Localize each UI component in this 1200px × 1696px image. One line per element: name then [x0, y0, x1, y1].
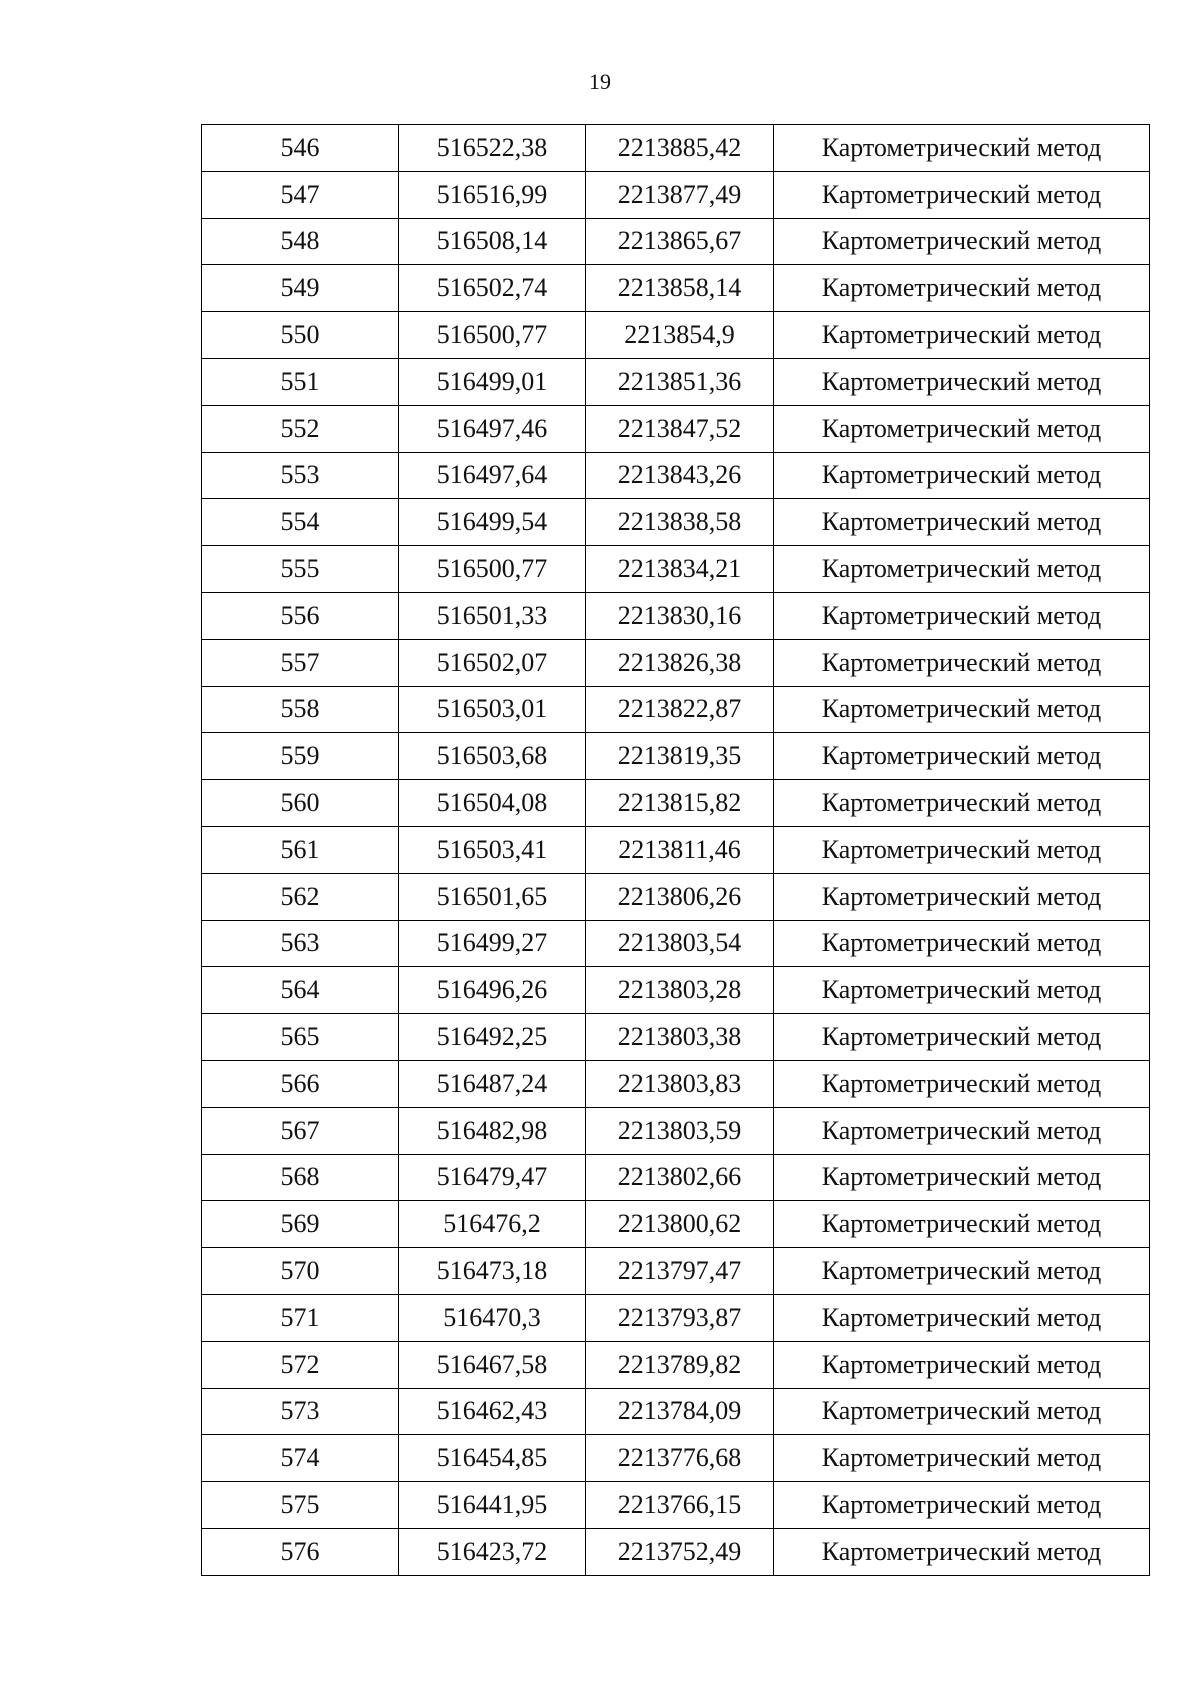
method-cell: Картометрический метод — [774, 1107, 1150, 1154]
y-coordinate-cell: 2213885,42 — [586, 125, 774, 172]
y-coordinate-cell: 2213789,82 — [586, 1341, 774, 1388]
x-coordinate-cell: 516473,18 — [399, 1248, 586, 1295]
table-row — [202, 312, 1150, 359]
point-number-cell: 553 — [202, 452, 399, 499]
method-cell: Картометрический метод — [774, 218, 1150, 265]
method-cell: Картометрический метод — [774, 873, 1150, 920]
y-coordinate-cell: 2213822,87 — [586, 686, 774, 733]
point-number-cell: 569 — [202, 1201, 399, 1248]
x-coordinate-cell: 516492,25 — [399, 1014, 586, 1061]
method-cell: Картометрический метод — [774, 1528, 1150, 1575]
table-row — [202, 733, 1150, 780]
page-number: 19 — [589, 69, 611, 94]
method-cell: Картометрический метод — [774, 312, 1150, 359]
table-row — [202, 920, 1150, 967]
point-number-cell: 568 — [202, 1154, 399, 1201]
y-coordinate-cell: 2213803,59 — [586, 1107, 774, 1154]
method-cell: Картометрический метод — [774, 171, 1150, 218]
point-number-cell: 551 — [202, 358, 399, 405]
x-coordinate-cell: 516516,99 — [399, 171, 586, 218]
method-cell: Картометрический метод — [774, 1294, 1150, 1341]
x-coordinate-cell: 516487,24 — [399, 1060, 586, 1107]
table-row — [202, 1528, 1150, 1575]
table-row — [202, 218, 1150, 265]
point-number-cell: 552 — [202, 405, 399, 452]
method-cell: Картометрический метод — [774, 967, 1150, 1014]
table-row — [202, 1294, 1150, 1341]
method-cell: Картометрический метод — [774, 639, 1150, 686]
x-coordinate-cell: 516482,98 — [399, 1107, 586, 1154]
y-coordinate-cell: 2213803,54 — [586, 920, 774, 967]
method-cell: Картометрический метод — [774, 452, 1150, 499]
x-coordinate-cell: 516441,95 — [399, 1482, 586, 1529]
y-coordinate-cell: 2213830,16 — [586, 592, 774, 639]
point-number-cell: 572 — [202, 1341, 399, 1388]
table-row — [202, 1107, 1150, 1154]
point-number-cell: 564 — [202, 967, 399, 1014]
table-row — [202, 780, 1150, 827]
method-cell: Картометрический метод — [774, 1435, 1150, 1482]
table-row — [202, 1388, 1150, 1435]
x-coordinate-cell: 516502,74 — [399, 265, 586, 312]
method-cell: Картометрический метод — [774, 1482, 1150, 1529]
point-number-cell: 557 — [202, 639, 399, 686]
y-coordinate-cell: 2213793,87 — [586, 1294, 774, 1341]
y-coordinate-cell: 2213803,38 — [586, 1014, 774, 1061]
point-number-cell: 546 — [202, 125, 399, 172]
y-coordinate-cell: 2213766,15 — [586, 1482, 774, 1529]
method-cell: Картометрический метод — [774, 1248, 1150, 1295]
y-coordinate-cell: 2213797,47 — [586, 1248, 774, 1295]
table-row — [202, 499, 1150, 546]
x-coordinate-cell: 516476,2 — [399, 1201, 586, 1248]
point-number-cell: 554 — [202, 499, 399, 546]
table-row — [202, 452, 1150, 499]
method-cell: Картометрический метод — [774, 1014, 1150, 1061]
table-row — [202, 1482, 1150, 1529]
x-coordinate-cell: 516504,08 — [399, 780, 586, 827]
point-number-cell: 560 — [202, 780, 399, 827]
y-coordinate-cell: 2213851,36 — [586, 358, 774, 405]
point-number-cell: 548 — [202, 218, 399, 265]
x-coordinate-cell: 516522,38 — [399, 125, 586, 172]
method-cell: Картометрический метод — [774, 920, 1150, 967]
method-cell: Картометрический метод — [774, 405, 1150, 452]
method-cell: Картометрический метод — [774, 125, 1150, 172]
x-coordinate-cell: 516462,43 — [399, 1388, 586, 1435]
table-row — [202, 546, 1150, 593]
point-number-cell: 549 — [202, 265, 399, 312]
x-coordinate-cell: 516470,3 — [399, 1294, 586, 1341]
point-number-cell: 566 — [202, 1060, 399, 1107]
y-coordinate-cell: 2213802,66 — [586, 1154, 774, 1201]
table-row — [202, 873, 1150, 920]
table-row — [202, 967, 1150, 1014]
y-coordinate-cell: 2213865,67 — [586, 218, 774, 265]
x-coordinate-cell: 516502,07 — [399, 639, 586, 686]
y-coordinate-cell: 2213819,35 — [586, 733, 774, 780]
table-row — [202, 592, 1150, 639]
point-number-cell: 575 — [202, 1482, 399, 1529]
table-row — [202, 1154, 1150, 1201]
y-coordinate-cell: 2213803,28 — [586, 967, 774, 1014]
table-row — [202, 1248, 1150, 1295]
method-cell: Картометрический метод — [774, 686, 1150, 733]
x-coordinate-cell: 516501,65 — [399, 873, 586, 920]
point-number-cell: 558 — [202, 686, 399, 733]
point-number-cell: 556 — [202, 592, 399, 639]
x-coordinate-cell: 516501,33 — [399, 592, 586, 639]
y-coordinate-cell: 2213803,83 — [586, 1060, 774, 1107]
x-coordinate-cell: 516497,64 — [399, 452, 586, 499]
table-row — [202, 171, 1150, 218]
y-coordinate-cell: 2213806,26 — [586, 873, 774, 920]
y-coordinate-cell: 2213811,46 — [586, 826, 774, 873]
method-cell: Картометрический метод — [774, 265, 1150, 312]
method-cell: Картометрический метод — [774, 592, 1150, 639]
x-coordinate-cell: 516508,14 — [399, 218, 586, 265]
point-number-cell: 574 — [202, 1435, 399, 1482]
point-number-cell: 567 — [202, 1107, 399, 1154]
point-number-cell: 563 — [202, 920, 399, 967]
point-number-cell: 559 — [202, 733, 399, 780]
point-number-cell: 561 — [202, 826, 399, 873]
table-row — [202, 265, 1150, 312]
x-coordinate-cell: 516500,77 — [399, 312, 586, 359]
table-row — [202, 1014, 1150, 1061]
coordinates-table — [201, 124, 1150, 1576]
table-row — [202, 1201, 1150, 1248]
table-row — [202, 405, 1150, 452]
x-coordinate-cell: 516503,68 — [399, 733, 586, 780]
y-coordinate-cell: 2213784,09 — [586, 1388, 774, 1435]
table-row — [202, 1435, 1150, 1482]
method-cell: Картометрический метод — [774, 1201, 1150, 1248]
table-row — [202, 639, 1150, 686]
y-coordinate-cell: 2213776,68 — [586, 1435, 774, 1482]
point-number-cell: 571 — [202, 1294, 399, 1341]
coordinates-table-body — [202, 125, 1150, 1576]
y-coordinate-cell: 2213752,49 — [586, 1528, 774, 1575]
method-cell: Картометрический метод — [774, 780, 1150, 827]
y-coordinate-cell: 2213847,52 — [586, 405, 774, 452]
y-coordinate-cell: 2213815,82 — [586, 780, 774, 827]
point-number-cell: 576 — [202, 1528, 399, 1575]
method-cell: Картометрический метод — [774, 358, 1150, 405]
x-coordinate-cell: 516500,77 — [399, 546, 586, 593]
x-coordinate-cell: 516497,46 — [399, 405, 586, 452]
point-number-cell: 550 — [202, 312, 399, 359]
x-coordinate-cell: 516499,27 — [399, 920, 586, 967]
y-coordinate-cell: 2213838,58 — [586, 499, 774, 546]
point-number-cell: 573 — [202, 1388, 399, 1435]
point-number-cell: 565 — [202, 1014, 399, 1061]
y-coordinate-cell: 2213877,49 — [586, 171, 774, 218]
method-cell: Картометрический метод — [774, 733, 1150, 780]
table-row — [202, 826, 1150, 873]
table-row — [202, 686, 1150, 733]
method-cell: Картометрический метод — [774, 1341, 1150, 1388]
method-cell: Картометрический метод — [774, 826, 1150, 873]
x-coordinate-cell: 516503,01 — [399, 686, 586, 733]
method-cell: Картометрический метод — [774, 1154, 1150, 1201]
x-coordinate-cell: 516496,26 — [399, 967, 586, 1014]
table-row — [202, 125, 1150, 172]
point-number-cell: 562 — [202, 873, 399, 920]
y-coordinate-cell: 2213834,21 — [586, 546, 774, 593]
y-coordinate-cell: 2213800,62 — [586, 1201, 774, 1248]
point-number-cell: 555 — [202, 546, 399, 593]
point-number-cell: 570 — [202, 1248, 399, 1295]
method-cell: Картометрический метод — [774, 546, 1150, 593]
method-cell: Картометрический метод — [774, 1060, 1150, 1107]
x-coordinate-cell: 516503,41 — [399, 826, 586, 873]
x-coordinate-cell: 516479,47 — [399, 1154, 586, 1201]
x-coordinate-cell: 516467,58 — [399, 1341, 586, 1388]
table-row — [202, 1060, 1150, 1107]
y-coordinate-cell: 2213854,9 — [586, 312, 774, 359]
x-coordinate-cell: 516454,85 — [399, 1435, 586, 1482]
y-coordinate-cell: 2213843,26 — [586, 452, 774, 499]
y-coordinate-cell: 2213826,38 — [586, 639, 774, 686]
method-cell: Картометрический метод — [774, 499, 1150, 546]
x-coordinate-cell: 516423,72 — [399, 1528, 586, 1575]
table-row — [202, 358, 1150, 405]
method-cell: Картометрический метод — [774, 1388, 1150, 1435]
x-coordinate-cell: 516499,54 — [399, 499, 586, 546]
x-coordinate-cell: 516499,01 — [399, 358, 586, 405]
point-number-cell: 547 — [202, 171, 399, 218]
y-coordinate-cell: 2213858,14 — [586, 265, 774, 312]
table-row — [202, 1341, 1150, 1388]
